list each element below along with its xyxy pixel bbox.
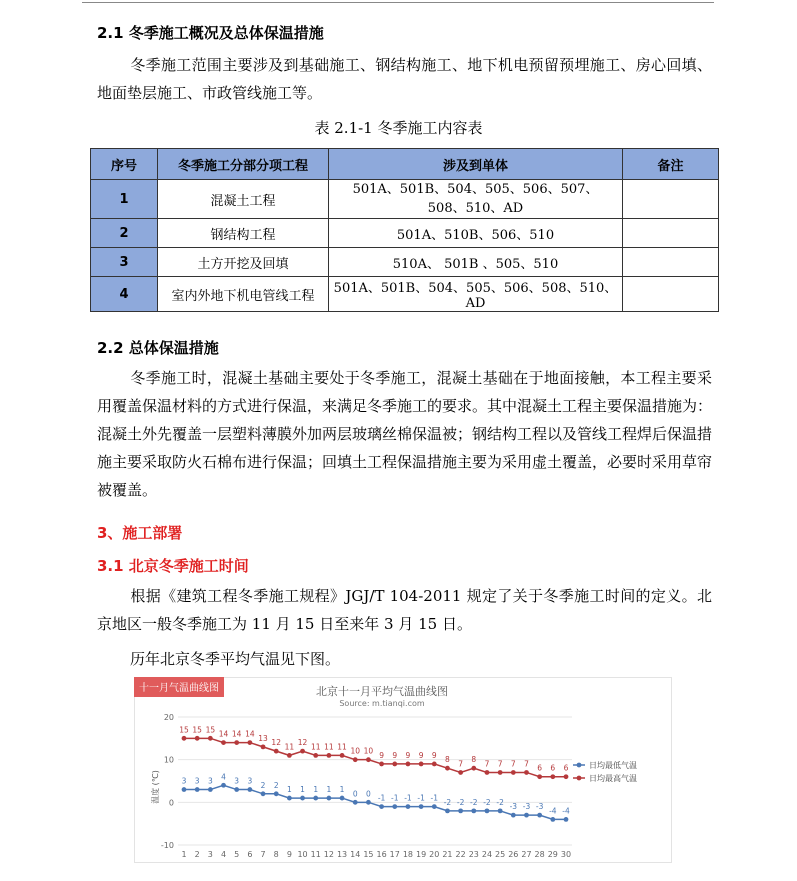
data-label: 12 xyxy=(297,738,308,748)
data-label: 9 xyxy=(379,750,384,760)
data-point xyxy=(326,796,331,801)
row-note xyxy=(623,180,719,219)
data-point xyxy=(511,813,516,818)
data-label: 11 xyxy=(337,742,347,752)
data-label: -2 xyxy=(496,797,504,807)
legend-entry: 日均最低气温 xyxy=(589,761,637,770)
header-no: 序号 xyxy=(91,149,158,180)
x-tick-label: 24 xyxy=(481,850,493,859)
x-tick-label: 28 xyxy=(534,850,545,859)
data-label: 1 xyxy=(286,785,292,795)
row-no: 2 xyxy=(91,219,158,248)
data-label: 7 xyxy=(524,759,529,769)
data-label: 3 xyxy=(247,776,253,786)
x-tick-label: 19 xyxy=(416,850,427,859)
data-point xyxy=(550,774,555,779)
data-point xyxy=(406,804,411,809)
data-point xyxy=(498,770,503,775)
data-label: 15 xyxy=(179,725,189,735)
row-item: 室内外地下机电管线工程 xyxy=(158,277,329,312)
data-label: 7 xyxy=(510,759,516,769)
data-label: 3 xyxy=(234,776,240,786)
x-tick-label: 7 xyxy=(260,850,266,859)
data-label: 0 xyxy=(352,789,358,799)
x-tick-label: 4 xyxy=(220,850,227,859)
row-note xyxy=(623,277,719,312)
data-label: 1 xyxy=(300,785,305,795)
data-label: 15 xyxy=(192,725,202,735)
data-label: 7 xyxy=(458,759,464,769)
row-item: 土方开挖及回填 xyxy=(158,248,329,277)
data-label: 14 xyxy=(218,729,229,739)
data-label: 10 xyxy=(350,746,361,756)
data-label: 11 xyxy=(310,742,321,752)
header-item: 冬季施工分部分项工程 xyxy=(158,149,329,180)
data-label: -2 xyxy=(443,797,452,807)
data-label: 13 xyxy=(258,733,268,743)
data-point xyxy=(195,736,200,741)
data-point xyxy=(537,813,542,818)
data-label: 14 xyxy=(231,729,242,739)
data-point xyxy=(524,770,529,775)
y-tick-label: 0 xyxy=(168,798,174,808)
section-3-1-title: 3.1 北京冬季施工时间 xyxy=(97,557,249,575)
data-label: 6 xyxy=(550,763,556,773)
data-label: 3 xyxy=(207,776,213,786)
data-label: -1 xyxy=(430,793,439,803)
x-tick-label: 25 xyxy=(495,850,506,859)
data-label: 4 xyxy=(221,772,226,782)
table-header-row xyxy=(91,149,719,180)
data-label: 3 xyxy=(181,776,187,786)
row-units: 501A、510B、506、510 xyxy=(329,219,623,248)
section-3-title: 3、施工部署 xyxy=(97,524,183,542)
data-label: 14 xyxy=(245,729,255,739)
data-label: 12 xyxy=(271,738,281,748)
data-point xyxy=(300,749,305,754)
row-item: 钢结构工程 xyxy=(158,219,329,248)
data-label: -1 xyxy=(391,793,399,803)
x-tick-label: 20 xyxy=(429,850,440,859)
header-rule xyxy=(82,2,714,3)
data-label: -3 xyxy=(509,802,518,812)
data-point xyxy=(182,787,187,792)
table-row xyxy=(91,219,719,248)
data-point xyxy=(511,770,516,775)
data-point xyxy=(392,762,397,767)
data-point xyxy=(247,787,252,792)
data-label: 6 xyxy=(563,763,569,773)
data-point xyxy=(445,808,450,813)
section-2-1-paragraph: 冬季施工范围主要涉及到基础施工、钢结构施工、地下机电预留预埋施工、房心回填、地面垫层施工、市政管线施工等。 xyxy=(97,56,712,102)
row-item: 混凝土工程 xyxy=(158,180,329,219)
data-point xyxy=(234,787,239,792)
data-label: 6 xyxy=(537,763,543,773)
row-units: 501A、501B、504、505、506、508、510、AD xyxy=(329,277,623,312)
chart-tab-label: 十一月气温曲线图 xyxy=(139,683,219,694)
data-point xyxy=(287,796,292,801)
x-tick-label: 3 xyxy=(207,850,213,859)
data-point xyxy=(392,804,397,809)
x-tick-label: 29 xyxy=(547,850,558,859)
data-label: 11 xyxy=(284,742,295,752)
legend-entry: 日均最高气温 xyxy=(589,774,637,783)
data-label: 9 xyxy=(392,750,398,760)
data-label: -4 xyxy=(549,806,557,816)
data-point xyxy=(564,817,569,822)
data-label: 1 xyxy=(339,785,345,795)
temperature-chart-svg xyxy=(134,677,672,863)
data-point xyxy=(485,770,490,775)
x-tick-label: 8 xyxy=(273,850,279,859)
data-point xyxy=(419,762,424,767)
x-tick-label: 15 xyxy=(363,850,374,859)
section-3-1-paragraph: 根据《建筑工程冬季施工规程》JGJ/T 104-2011 规定了关于冬季施工时间的定义。北京地区一般冬季施工为 11 月 15 日至来年 3 月 15 日。 xyxy=(97,587,712,633)
row-note xyxy=(623,219,719,248)
y-tick-label: 20 xyxy=(163,713,174,722)
data-label: -1 xyxy=(377,793,386,803)
x-tick-label: 22 xyxy=(455,850,466,859)
data-point xyxy=(247,740,252,745)
data-point xyxy=(340,796,345,801)
x-tick-label: 13 xyxy=(336,850,348,859)
data-point xyxy=(366,800,371,805)
data-point xyxy=(300,796,305,801)
data-point xyxy=(340,753,345,758)
data-label: 7 xyxy=(497,759,503,769)
data-point xyxy=(287,753,292,758)
legend-swatch-marker xyxy=(577,763,582,768)
data-point xyxy=(182,736,187,741)
data-point xyxy=(432,762,437,767)
x-tick-label: 5 xyxy=(234,850,240,859)
data-point xyxy=(564,774,569,779)
data-point xyxy=(445,766,450,771)
table-row xyxy=(91,248,719,277)
x-tick-label: 17 xyxy=(389,850,400,859)
data-label: 0 xyxy=(366,789,371,799)
data-label: -3 xyxy=(522,802,531,812)
data-label: 9 xyxy=(431,750,437,760)
data-point xyxy=(458,808,463,813)
data-point xyxy=(379,762,384,767)
table-row xyxy=(91,277,719,312)
x-tick-label: 1 xyxy=(181,850,187,859)
data-point xyxy=(261,791,266,796)
data-label: 2 xyxy=(273,780,279,790)
data-label: -3 xyxy=(535,802,544,812)
data-point xyxy=(326,753,331,758)
chart-subtitle: Source: m.tianqi.com xyxy=(339,699,425,708)
data-point xyxy=(458,770,463,775)
data-point xyxy=(406,762,411,767)
x-tick-label: 10 xyxy=(297,850,308,859)
row-units: 510A、 501B 、505、510 xyxy=(329,248,623,277)
x-tick-label: 9 xyxy=(286,850,292,859)
data-point xyxy=(353,800,358,805)
data-point xyxy=(550,817,555,822)
data-label: 10 xyxy=(363,746,374,756)
data-label: -1 xyxy=(417,793,425,803)
x-tick-label: 11 xyxy=(310,850,321,859)
data-point xyxy=(221,783,226,788)
row-note xyxy=(623,248,719,277)
temperature-chart xyxy=(134,677,672,863)
data-point xyxy=(432,804,437,809)
data-point xyxy=(524,813,529,818)
row-no: 3 xyxy=(91,248,158,277)
data-point xyxy=(498,808,503,813)
data-point xyxy=(234,740,239,745)
data-label: -4 xyxy=(562,806,570,816)
header-note: 备注 xyxy=(623,149,719,180)
data-point xyxy=(274,749,279,754)
data-label: -1 xyxy=(404,793,412,803)
x-tick-label: 18 xyxy=(402,850,414,859)
data-label: -2 xyxy=(470,797,478,807)
data-point xyxy=(419,804,424,809)
section-2-2-paragraph: 冬季施工时，混凝土基础主要处于冬季施工，混凝土基础在于地面接触，本工程主要采用覆盖保温材料的方式进行保温，来满足冬季施工的要求。其中混凝土工程主要保温措施为：混凝土外先覆盖一层塑料薄膜外加两层玻璃丝棉保温被；钢结构工程以及管线工程焊后保温措施主要采取防火石棉布进行保温；回填土工程保温措施主要为采用虚土覆盖，必要时采用草帘被覆盖。 xyxy=(97,369,713,499)
data-label: 1 xyxy=(326,785,332,795)
table-caption: 表 2.1-1 冬季施工内容表 xyxy=(314,119,483,137)
x-tick-label: 14 xyxy=(350,850,361,859)
x-tick-label: 30 xyxy=(560,850,572,859)
x-tick-label: 12 xyxy=(323,850,334,859)
table-row xyxy=(91,180,719,219)
x-tick-label: 2 xyxy=(194,850,200,859)
x-tick-label: 23 xyxy=(468,850,479,859)
section-2-2-title: 2.2 总体保温措施 xyxy=(97,339,219,357)
data-label: 7 xyxy=(484,759,490,769)
data-point xyxy=(221,740,226,745)
chart-intro-paragraph: 历年北京冬季平均气温见下图。 xyxy=(130,650,341,668)
data-point xyxy=(471,766,476,771)
header-units: 涉及到单体 xyxy=(329,149,623,180)
data-label: 1 xyxy=(313,785,319,795)
section-2-1-title: 2.1 冬季施工概况及总体保温措施 xyxy=(97,24,324,42)
row-no: 1 xyxy=(91,180,158,219)
x-tick-label: 26 xyxy=(508,850,519,859)
data-label: 15 xyxy=(205,725,216,735)
data-point xyxy=(537,774,542,779)
data-label: 2 xyxy=(260,780,266,790)
data-point xyxy=(208,787,213,792)
data-label: -2 xyxy=(483,797,491,807)
x-tick-label: 27 xyxy=(521,850,532,859)
x-tick-label: 6 xyxy=(247,850,253,859)
data-point xyxy=(366,757,371,762)
data-label: 11 xyxy=(324,742,334,752)
row-no: 4 xyxy=(91,277,158,312)
data-point xyxy=(313,796,318,801)
data-label: 9 xyxy=(405,750,411,760)
x-tick-label: 16 xyxy=(376,850,387,859)
data-point xyxy=(274,791,279,796)
x-tick-label: 21 xyxy=(442,850,453,859)
data-label: 8 xyxy=(471,755,477,765)
data-label: 8 xyxy=(445,755,450,765)
data-point xyxy=(195,787,200,792)
chart-title: 北京十一月平均气温曲线图 xyxy=(316,685,448,698)
data-label: 9 xyxy=(418,750,424,760)
y-tick-label: 10 xyxy=(163,755,174,765)
row-units: 501A、501B、504、505、506、507、508、510、AD xyxy=(329,180,623,219)
data-point xyxy=(313,753,318,758)
data-point xyxy=(208,736,213,741)
winter-construction-table xyxy=(90,148,719,312)
data-point xyxy=(485,808,490,813)
data-label: 3 xyxy=(194,776,200,786)
data-point xyxy=(353,757,358,762)
y-tick-label: -10 xyxy=(160,841,174,850)
legend-swatch-marker xyxy=(577,776,582,781)
data-point xyxy=(471,808,476,813)
data-label: -2 xyxy=(456,797,465,807)
data-point xyxy=(261,744,266,749)
y-axis-label: 温度 (℃) xyxy=(151,770,160,804)
data-point xyxy=(379,804,384,809)
